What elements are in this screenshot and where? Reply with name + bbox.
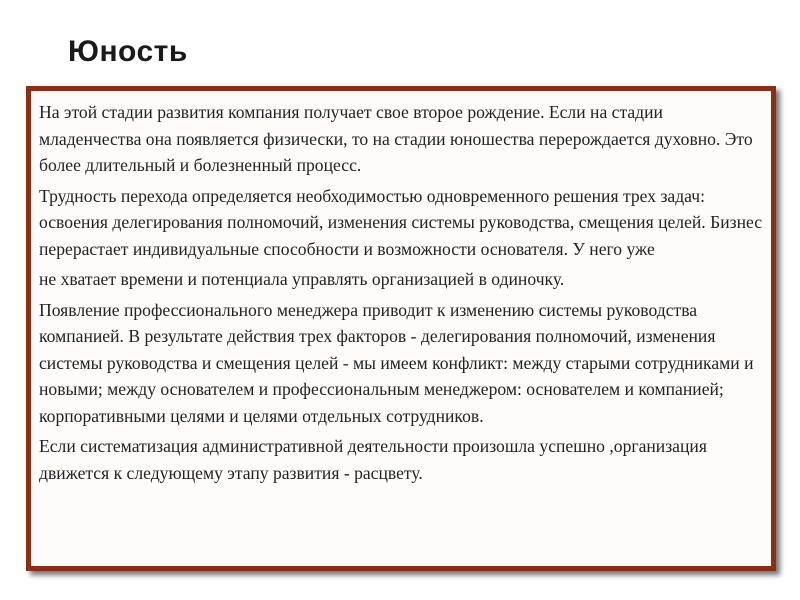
paragraph-rebirth: На этой стадии развития компания получает свое второе рождение. Если на стадии младенчества она появляется физически, то на стадии юношества перерождается духовно. Это более длительный и болезненный процесс. — [39, 102, 753, 175]
paragraph-time-shortage: не хватает времени и потенциала управлять организацией в одиночку. — [39, 269, 565, 289]
slide-title: Юность — [68, 35, 188, 68]
content-box — [26, 86, 776, 571]
paragraph-professional-manager: Появление профессионального менеджера приводит к изменению системы руководства компанией. В результате действия трех факторов - делегирования полномочий, изменения системы руководства и смещения целей - мы имеем конфликт: между старыми сотрудниками и новыми; между основателем и профессиональным менеджером: основателем и компанией; корпоративными целями и целями отдельных сотрудников. — [39, 299, 754, 426]
paragraph-transition-difficulty: Трудность перехода определяется необходимостью одновременного решения трех задач: освоения делегирования полномочий, изменения системы руководства, смещения целей. Бизнес перерастает индивидуальные способности и возможности основателя. У него уже — [39, 185, 763, 259]
paragraph-next-stage: Если систематизация административной деятельности произошла успешно ,организация движется к следующему этапу развития - расцвету. — [39, 436, 707, 483]
